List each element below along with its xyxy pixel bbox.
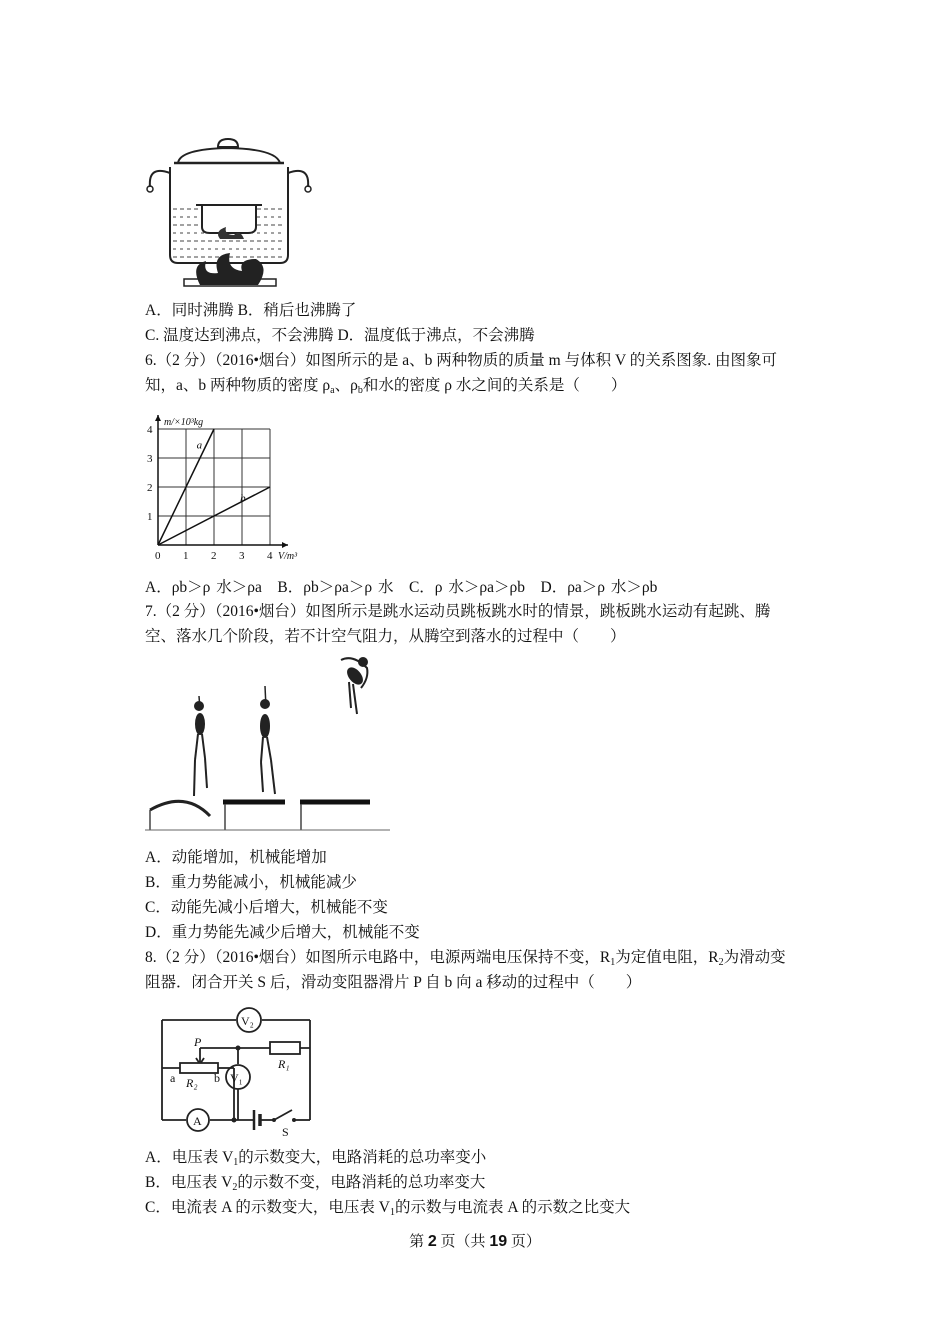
terminal-a-label: a [170,1071,176,1085]
x-tick-label: 4 [267,550,273,562]
x-tick-label: 0 [155,550,161,562]
y-axis-label: m/×10³kg [164,417,204,428]
v2-label: V₂ [241,1014,254,1028]
q7-stem-line2: 空、落水几个阶段，若不计空气阻力，从腾空到落水的过程中（ ） [145,628,626,645]
slider-p-label: P [194,1035,202,1049]
q8-stem-line1: 8.（2 分）（2016•烟台）如图所示电路中，电源两端电压保持不变，$R_1$为定值电阻，$R_2$为滑动变 [145,949,786,968]
q8-option-c: C．电流表 A 的示数变大，电压表 $V_1$的示数与电流表 A 的示数之比变大 [145,1199,631,1218]
x-tick-label: 2 [211,550,217,562]
mass-volume-chart [140,405,325,570]
q6-stem-line2: 知，a、b 两种物质的密度 $\rho_a$、$\rho_b$和水的密度 ρ 水之间的关系是（ ） [145,377,627,396]
diving-figure [145,648,395,838]
q6-options: A．ρb＞ρ 水＞ρa B．ρb＞ρa＞ρ 水 C．ρ 水＞ρa＞ρb D．ρa＞ρ 水＞ρb [145,579,658,596]
x-axis-arrow [282,542,288,548]
q6-stem-line1: 6.（2 分）（2016•烟台）如图所示的是 a、b 两种物质的质量 m 与体积 V 的关系图象. 由图象可 [145,352,778,369]
circuit-figure [150,1002,330,1138]
q7-option-d: D．重力势能先减少后增大，机械能不变 [145,924,420,941]
x-tick-label: 1 [183,550,189,562]
x-tick-label: 3 [239,550,245,562]
q7-option-b: B．重力势能减小，机械能减少 [145,874,357,891]
q8-option-a: A．电压表 $V_1$的示数变大，电路消耗的总功率变小 [145,1149,487,1168]
y-tick-label: 2 [147,482,153,494]
y-axis-arrow [155,415,161,421]
series-label-a: a [196,439,203,452]
page-footer: 第 2 页（共 19 页） [409,1233,541,1250]
x-axis-label: V/m³ [278,551,298,562]
y-tick-label: 1 [147,511,153,523]
q8-stem-line2: 阻器．闭合开关 S 后，滑动变阻器滑片 P 自 b 向 a 移动的过程中（ ） [145,974,642,991]
q7-option-a: A．动能增加，机械能增加 [145,849,327,866]
v1-label: V₁ [230,1071,243,1085]
y-tick-label: 3 [147,453,153,465]
switch-s-label: S [282,1125,289,1138]
q7-option-c: C．动能先减小后增大，机械能不变 [145,899,388,916]
series-label-b: b [240,492,246,505]
terminal-b-label: b [214,1071,220,1085]
boiling-pot-figure [140,135,320,287]
r1-label: R₁ [278,1057,290,1071]
q5-options-line2: C. 温度达到沸点，不会沸腾 D．温度低于沸点，不会沸腾 [145,327,535,344]
ammeter-label: A [193,1114,202,1128]
r2-label: R₂ [186,1076,198,1090]
q7-stem-line1: 7.（2 分）（2016•烟台）如图所示是跳水运动员跳板跳水时的情景，跳板跳水运动有起跳、腾 [145,603,771,620]
q5-options-line1: A．同时沸腾 B．稍后也沸腾了 [145,302,357,319]
y-tick-label: 4 [147,424,153,436]
q8-option-b: B．电压表 $V_2$的示数不变，电路消耗的总功率变大 [145,1174,486,1193]
